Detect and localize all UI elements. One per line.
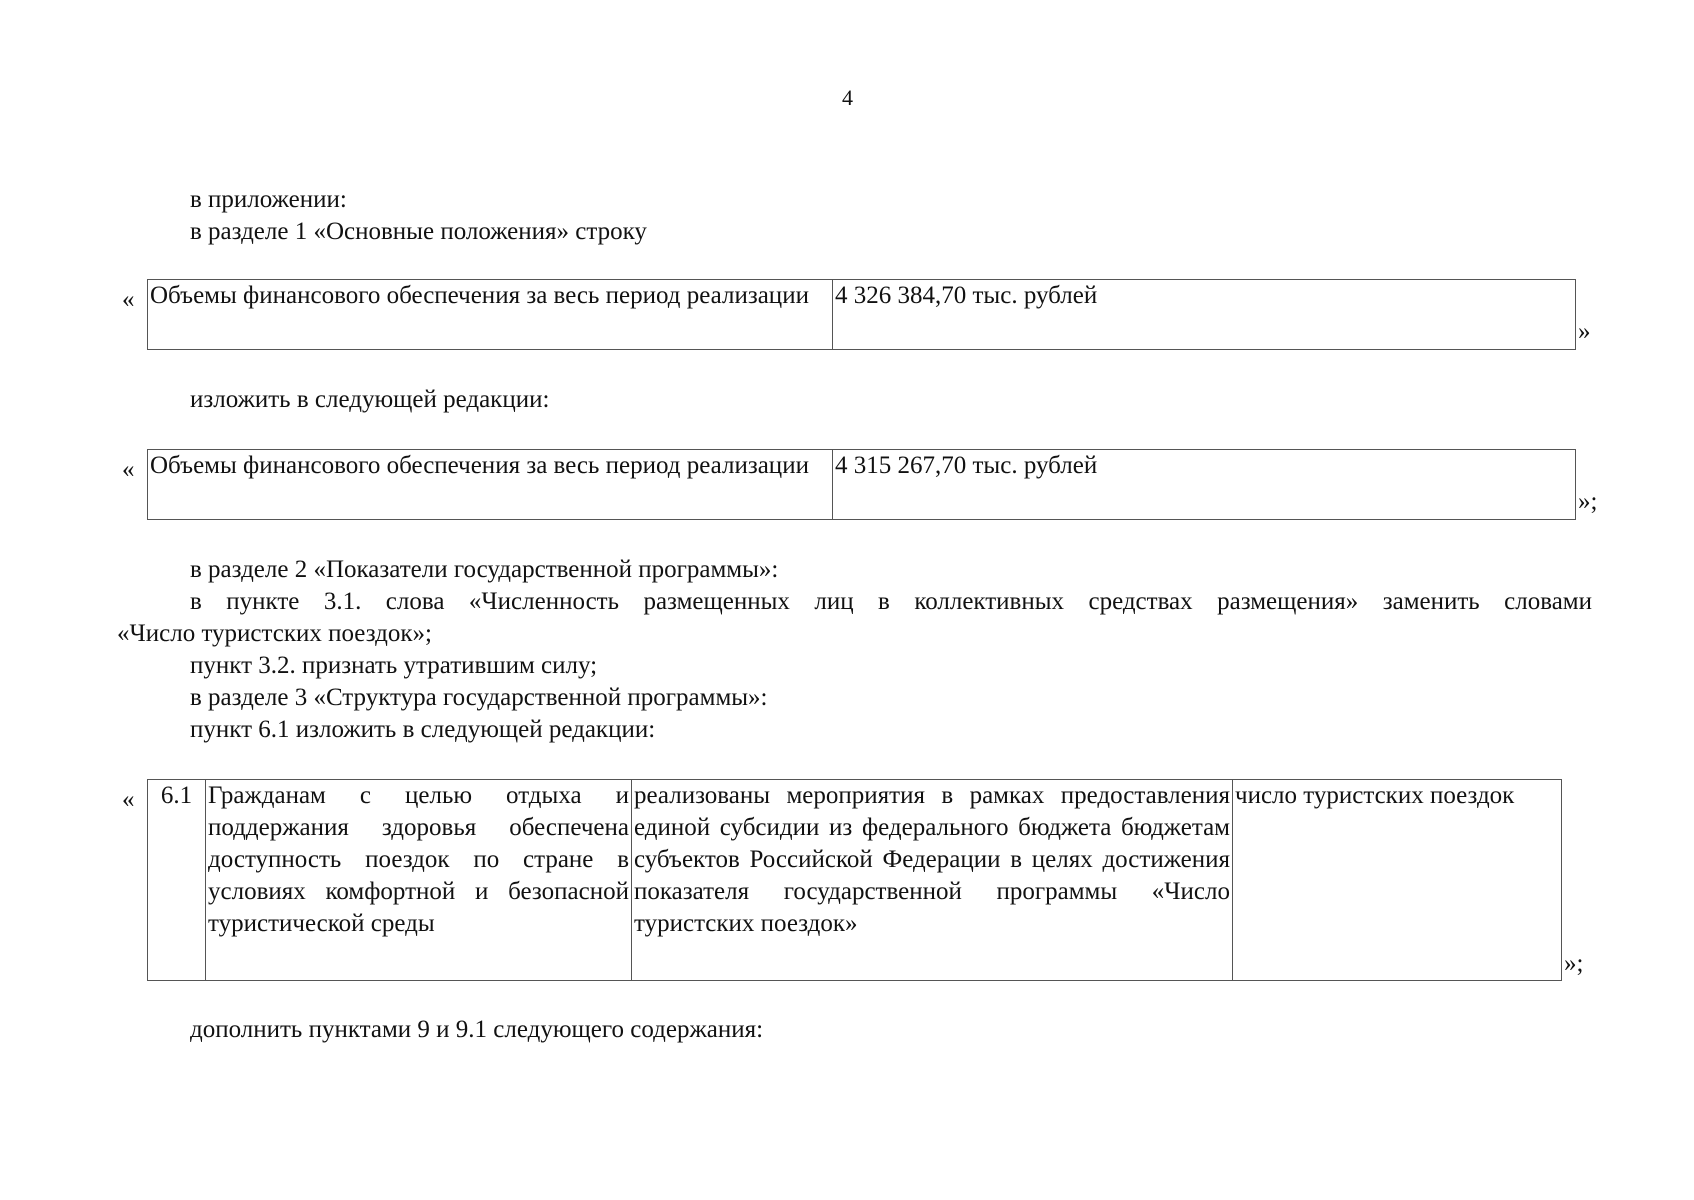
open-quote-old: « (122, 286, 135, 313)
edit-phrase: изложить в следующей редакции: (190, 386, 550, 413)
closing-line: дополнить пунктами 9 и 9.1 следующего содержания: (190, 1016, 764, 1043)
open-quote-item: « (122, 786, 135, 813)
section2-line-1: в разделе 2 «Показатели государственной программы»: (190, 556, 779, 583)
item-6-1-result: реализованы мероприятия в рамках предоставления единой субсидии из федерального бюджета бюджетам субъектов Российской Федерации в целях достижения показателя государственной программы «Число туристских поездок» (632, 780, 1233, 981)
open-quote-new: « (122, 456, 135, 483)
new-financing-value: 4 315 267,70 тыс. рублей (833, 450, 1576, 520)
old-financing-value: 4 326 384,70 тыс. рублей (833, 280, 1576, 350)
new-financing-label: Объемы финансового обеспечения за весь период реализации (148, 450, 833, 520)
intro-line-2: в разделе 1 «Основные положения» строку (190, 218, 647, 245)
item-6-1-number: 6.1 (148, 780, 206, 981)
section3-line-1: в разделе 3 «Структура государственной программы»: (190, 684, 768, 711)
item-6-1-task: Гражданам с целью отдыха и поддержания здоровья обеспечена доступность поездок по стране в условиях комфортной и безопасной туристической среды (206, 780, 632, 981)
old-financing-row-table (147, 279, 1576, 350)
page-number: 4 (842, 85, 853, 110)
item-6-1-indicator: число туристских поездок (1233, 780, 1562, 981)
close-quote-item: »; (1564, 950, 1584, 977)
intro-line-1: в приложении: (190, 186, 347, 213)
section2-line-3: «Число туристских поездок»; (117, 620, 432, 647)
old-financing-label: Объемы финансового обеспечения за весь период реализации (148, 280, 833, 350)
close-quote-new: »; (1578, 488, 1598, 515)
section2-line-4: пункт 3.2. признать утратившим силу; (190, 652, 598, 679)
close-quote-old: » (1578, 318, 1591, 345)
new-financing-row-table (147, 449, 1576, 520)
section3-line-2: пункт 6.1 изложить в следующей редакции: (190, 716, 656, 743)
section2-line-2: в пункте 3.1. слова «Численность размещенных лиц в коллективных средствах размещения» заменить словами (190, 588, 1592, 615)
item-6-1-table (147, 779, 1562, 981)
